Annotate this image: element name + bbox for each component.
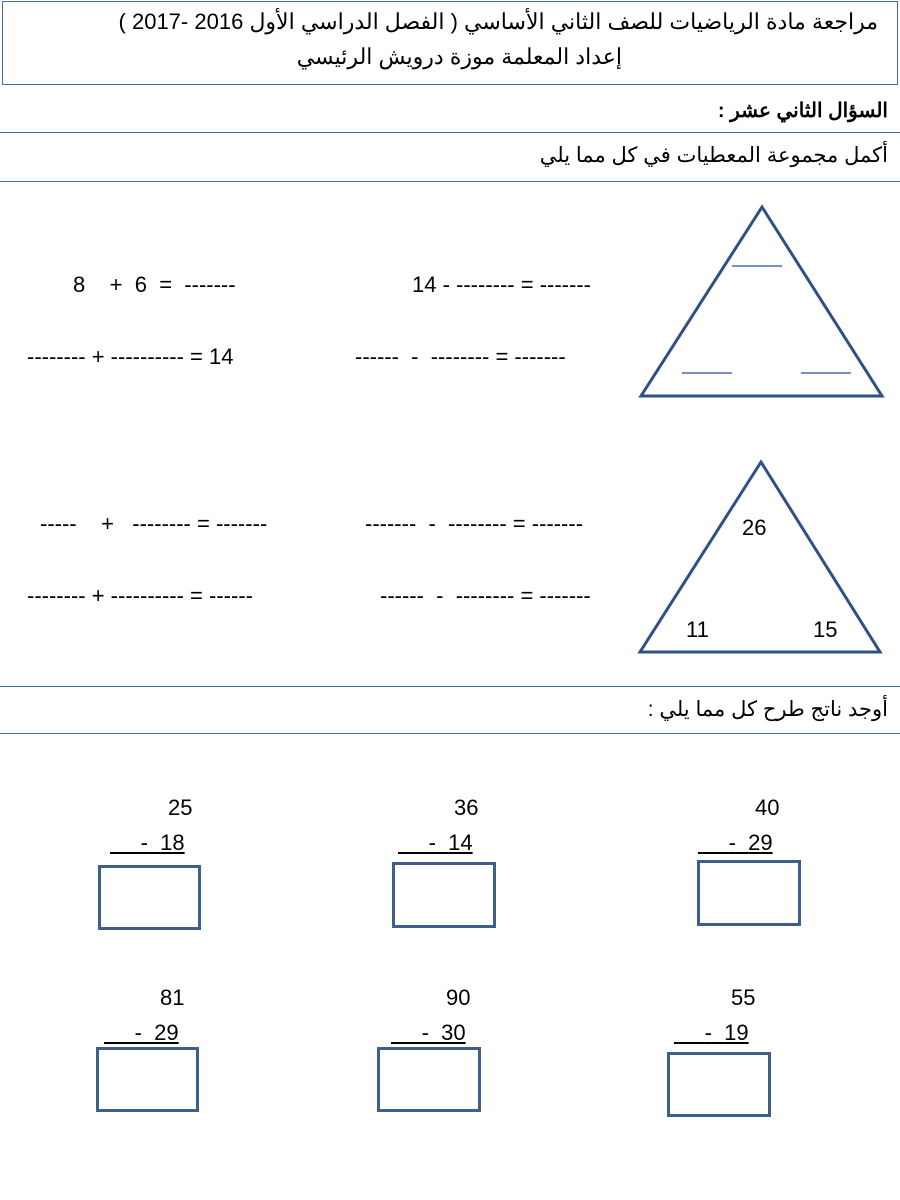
subtrahend: - 30 bbox=[421, 1020, 466, 1045]
subtrahend: - 18 bbox=[140, 830, 185, 855]
triangle-2-right-number: 15 bbox=[813, 617, 838, 642]
instruction-complete-fact-family: أكمل مجموعة المعطيات في كل مما يلي bbox=[539, 144, 888, 167]
minuend: 25 bbox=[168, 795, 193, 820]
answer-box[interactable] bbox=[697, 860, 801, 926]
answer-box[interactable] bbox=[98, 865, 201, 930]
answer-box[interactable] bbox=[667, 1052, 771, 1117]
equation-subtraction-2: ------ - -------- = ------- bbox=[355, 344, 566, 369]
triangle-2-top-number: 26 bbox=[742, 515, 767, 540]
minuend: 55 bbox=[731, 985, 756, 1010]
equation-addition-3: ----- + -------- = ------- bbox=[40, 511, 268, 536]
answer-box[interactable] bbox=[392, 862, 496, 928]
subtrahend: - 29 bbox=[134, 1020, 179, 1045]
minuend: 36 bbox=[454, 795, 479, 820]
equation-addition-1: 8 + 6 = ------- bbox=[73, 272, 236, 297]
answer-box[interactable] bbox=[377, 1047, 481, 1112]
equation-subtraction-1: 14 - -------- = ------- bbox=[412, 272, 591, 297]
subtrahend: - 19 bbox=[704, 1020, 749, 1045]
equation-subtraction-4: ------ - -------- = ------- bbox=[380, 583, 591, 608]
instruction-find-difference: أوجد ناتج طرح كل مما يلي : bbox=[647, 698, 888, 721]
subtrahend: - 29 bbox=[728, 830, 773, 855]
header-author: إعداد المعلمة موزة درويش الرئيسي bbox=[296, 44, 622, 69]
answer-box[interactable] bbox=[96, 1047, 199, 1112]
minuend: 81 bbox=[160, 985, 185, 1010]
question-title: السؤال الثاني عشر : bbox=[717, 100, 888, 122]
equation-subtraction-3: ------- - -------- = ------- bbox=[365, 511, 584, 536]
minuend: 40 bbox=[755, 795, 780, 820]
subtrahend: - 14 bbox=[428, 830, 473, 855]
equation-addition-2: -------- + ---------- = 14 bbox=[27, 344, 234, 369]
header-title: مراجعة مادة الرياضيات للصف الثاني الأساسي ( الفصل الدراسي الأول 2016 -2017 ) bbox=[118, 9, 878, 34]
minuend: 90 bbox=[446, 985, 471, 1010]
equation-addition-4: -------- + ---------- = ------ bbox=[27, 583, 253, 608]
triangle-2-left-number: 11 bbox=[686, 617, 709, 642]
